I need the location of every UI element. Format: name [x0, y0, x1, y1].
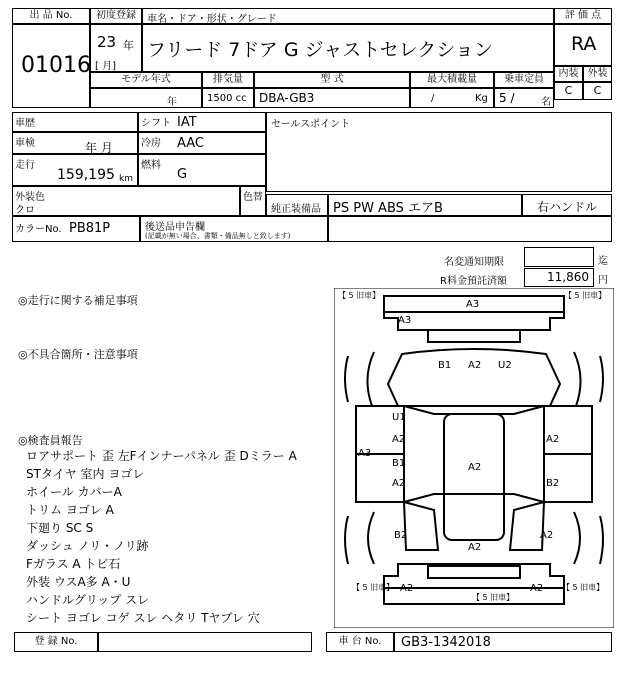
tire-front-left: 【 5 旧車】 [338, 291, 381, 300]
notice-unit: 迄 [598, 256, 608, 267]
reg-label: 初度登録 [96, 10, 136, 21]
displacement: 1500 cc [207, 93, 247, 104]
front-right-wheel-shape [600, 356, 603, 402]
mileage-label: 走行 [15, 160, 35, 171]
equipment-value: PS PW ABS エアB [333, 201, 443, 216]
mark-hood-a2: A2 [468, 360, 482, 371]
color-change-label: 色替 [243, 192, 263, 203]
sales-points-label: セールスポイント [271, 119, 351, 130]
mark-rear-left: A2 [400, 583, 414, 594]
mileage-cell [12, 154, 138, 186]
history-cell [12, 112, 138, 132]
reg-no-label: 登 録 No. [34, 636, 78, 647]
car-name-cell [142, 24, 554, 72]
exterior-color-cell [12, 186, 240, 216]
interior-label: 内装 [558, 68, 579, 79]
reg-date-cell [90, 24, 142, 72]
chassis-cell [394, 632, 612, 652]
front-grille-shape [428, 330, 520, 342]
tire-rear-right: 【 5 旧車】 [562, 583, 605, 592]
equipment-label-cell [266, 194, 328, 216]
inspector-report-title: ◎検査員報告 [18, 434, 83, 447]
capacity-label: 乗車定員 [504, 74, 544, 85]
report-line: トリム ヨゴレ A [26, 503, 114, 517]
recycle-value: 11,860 [547, 270, 589, 284]
tire-rear-left: 【 5 旧車】 [352, 583, 395, 592]
grade-label-cell [554, 8, 612, 24]
exterior-grade: C [593, 84, 602, 97]
fuel-label: 燃料 [141, 160, 161, 171]
mark-trunk: A2 [468, 542, 482, 553]
name-label: 車名・ドア・形状・グレード [147, 14, 277, 25]
mark-left-edge: A3 [358, 448, 372, 459]
chassis-number: GB3-1342018 [401, 635, 491, 650]
tire-front-right: 【 5 旧車】 [564, 291, 607, 300]
lot-label: 出 品 No. [29, 10, 73, 21]
reg-no-label-cell [14, 632, 98, 652]
history-label: 車歴 [15, 118, 35, 129]
roof-shape [444, 414, 504, 540]
rear-garnish-shape [428, 566, 520, 578]
mileage-value: 159,195 [57, 167, 115, 183]
report-line: 下廻り SC S [26, 521, 94, 535]
fuel-value: G [177, 167, 188, 182]
color-no-label: カラーNo. [15, 224, 62, 235]
exterior-grade-cell [583, 82, 612, 100]
lot-number-cell [12, 24, 90, 108]
shift-label: シフト [141, 118, 171, 129]
mark-left-sill: B2 [394, 530, 408, 541]
capacity: 5 / [499, 91, 515, 105]
model-type: DBA-GB3 [259, 91, 315, 105]
lot-number: 01016 [21, 53, 91, 78]
front-left-wheel-shape [345, 356, 348, 402]
exterior-color-value: クロ [15, 205, 35, 216]
overall-grade: RA [571, 33, 597, 55]
aftermarket-blank-cell [328, 216, 612, 242]
report-line: ロアサポート 歪 左Fインナーパネル 歪 Dミラー A [26, 449, 297, 463]
mark-roof: A2 [468, 462, 482, 473]
displacement-cell [202, 88, 254, 108]
aftermarket-note: (記載が無い場合、書類・備品無しと致します) [145, 232, 291, 240]
capacity-label-cell [494, 72, 554, 88]
mark-hood-b1: B1 [438, 360, 452, 371]
mark-right-sill: A2 [540, 530, 554, 541]
steering-cell [522, 194, 612, 216]
mark-left-rear-a2: A2 [392, 478, 406, 489]
color-change-cell [240, 186, 266, 216]
color-no-cell [12, 216, 140, 242]
displacement-label: 排気量 [213, 74, 243, 85]
inspection-cell [12, 132, 138, 154]
chassis-label-cell [326, 632, 394, 652]
shift-cell [138, 112, 266, 132]
front-left-arch [367, 352, 374, 406]
load-slash: / [431, 93, 435, 104]
reg-no-cell [98, 632, 312, 652]
mark-hood-u2: U2 [498, 360, 512, 371]
report-line: シート ヨゴレ コゲ スレ ヘタリ Tヤブレ 穴 [26, 611, 260, 625]
model-year-cell [90, 88, 202, 108]
reg-month: [ 月] [95, 61, 116, 72]
notice-label: 名変通知期限 [444, 257, 504, 268]
steering-value: 右ハンドル [537, 200, 598, 214]
cooling-label: 冷房 [141, 138, 161, 149]
equipment-cell [328, 194, 522, 216]
reg-year-unit: 年 [123, 39, 134, 52]
rear-right-wheel-shape [600, 516, 603, 564]
interior-grade: C [564, 84, 573, 97]
load-cell [410, 88, 494, 108]
notice-box [524, 247, 594, 267]
interior-grade-cell [554, 82, 583, 100]
inspection-value: 年 月 [85, 141, 113, 155]
displacement-label-cell [202, 72, 254, 88]
mileage-unit: km [119, 174, 133, 184]
hood-shape [388, 349, 560, 406]
load-unit: Kg [475, 93, 488, 104]
mark-front-panel: A3 [398, 315, 412, 326]
reg-year: 23 [97, 33, 117, 51]
exterior-color-label: 外装色 [15, 192, 45, 203]
inspection-label: 車検 [15, 138, 35, 149]
report-line: ダッシュ ノリ・ノリ跡 [26, 539, 149, 553]
color-no-value: PB81P [69, 221, 111, 236]
rear-left-quarter [404, 502, 438, 550]
fuel-cell [138, 154, 266, 186]
model-year-label-cell [90, 72, 202, 88]
name-label-cell [142, 8, 554, 24]
exterior-label-cell [583, 66, 612, 82]
type-cell [254, 88, 410, 108]
car-name: フリード 7ドア G ジャストセレクション [147, 39, 493, 61]
tire-spare: 【 5 旧車】 [472, 593, 515, 602]
defects-title: ◎不具合箇所・注意事項 [18, 348, 138, 361]
rear-left-arch [368, 512, 374, 564]
sales-points-cell [266, 112, 612, 192]
mark-right-front: A2 [546, 434, 560, 445]
shift-value: IAT [177, 115, 197, 130]
report-line: Fガラス A トビ石 [26, 557, 121, 571]
capacity-cell [494, 88, 554, 108]
report-line: 外装 ウスA多 A・U [26, 575, 131, 589]
mark-left-front-u1: U1 [392, 412, 406, 423]
rear-right-arch [574, 512, 580, 564]
exterior-label: 外装 [587, 68, 608, 79]
car-damage-diagram [334, 288, 614, 628]
rear-left-wheel-shape [345, 516, 348, 564]
mark-right-rear: B2 [546, 478, 560, 489]
aftermarket-cell [140, 216, 328, 242]
grade-label: 評 価 点 [564, 10, 602, 21]
equipment-label: 純正装備品 [271, 204, 321, 215]
reg-label-cell [90, 8, 142, 24]
report-line: STタイヤ 室内 ヨゴレ [26, 467, 145, 481]
grade-cell [554, 24, 612, 66]
lot-label-cell [12, 8, 90, 24]
chassis-label: 車 台 No. [338, 636, 382, 647]
recycle-unit: 円 [598, 275, 608, 286]
type-label: 型 式 [320, 74, 344, 85]
capacity-unit: 名 [541, 97, 551, 108]
cooling-cell [138, 132, 266, 154]
model-year-label: モデル年式 [121, 74, 171, 85]
report-line: ハンドルグリップ スレ [26, 593, 150, 607]
mark-left-front-a2: A2 [392, 434, 406, 445]
model-year-unit: 年 [167, 97, 177, 108]
load-label-cell [410, 72, 494, 88]
driving-remarks-title: ◎走行に関する補足事項 [18, 294, 138, 307]
interior-label-cell [554, 66, 583, 82]
recycle-box [524, 268, 594, 287]
aftermarket-label: 後送品申告欄 [145, 222, 205, 233]
load-label: 最大積載量 [427, 74, 477, 85]
mark-left-rear-b1: B1 [392, 458, 406, 469]
mark-front-bumper: A3 [466, 299, 480, 310]
type-label-cell [254, 72, 410, 88]
cabin-shape [404, 406, 544, 502]
report-line: ホイール カバーA [26, 485, 122, 499]
front-right-arch [574, 352, 581, 406]
rear-right-quarter [510, 502, 544, 550]
mark-rear-right: A2 [530, 583, 544, 594]
cooling-value: AAC [177, 136, 204, 151]
recycle-label: R料金預託済額 [440, 276, 507, 287]
